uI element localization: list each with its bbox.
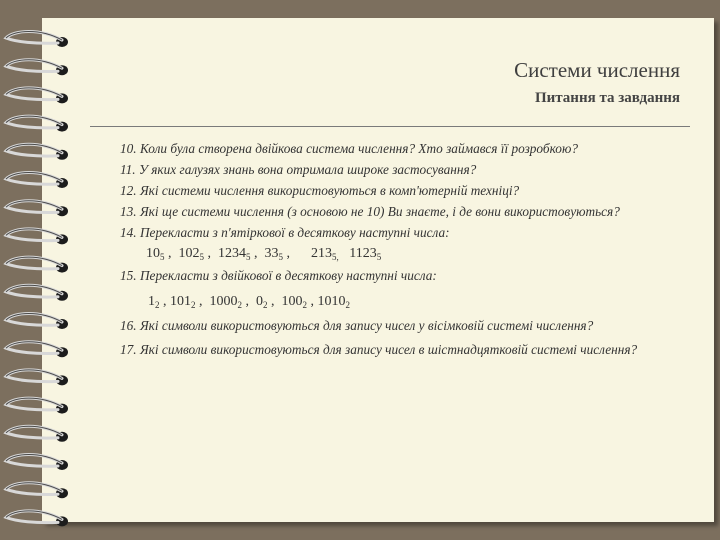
number-separator: ,	[283, 246, 311, 261]
number-value: 101	[170, 294, 191, 309]
number-base: 5,	[332, 252, 339, 262]
number-item	[282, 294, 308, 309]
question-16: 16. Які символи використовуються для запису чисел у вісімковій системі числення?	[120, 318, 594, 333]
number-separator: ,	[159, 294, 170, 309]
number-value: 1000	[209, 294, 238, 309]
question-10: 10. Коли була створена двійкова система числення? Хто займався її розробкою?	[120, 141, 578, 156]
question-13: 13. Які ще системи числення (з основою не 10) Ви знаєте, і де вони використовуються?	[120, 204, 620, 219]
number-item	[349, 246, 381, 261]
binding-ring	[6, 398, 68, 414]
number-item	[218, 246, 251, 261]
number-value: 0	[256, 294, 263, 309]
number-base: 5	[246, 252, 251, 262]
number-separator	[339, 246, 350, 261]
binding-ring	[6, 116, 68, 132]
number-base: 2	[345, 300, 350, 310]
binding-ring	[6, 314, 68, 330]
number-separator: ,	[307, 294, 318, 309]
number-value: 33	[264, 246, 279, 261]
number-item	[148, 294, 160, 309]
binding-ring	[6, 483, 68, 499]
number-item	[170, 294, 196, 309]
number-item	[146, 246, 165, 261]
number-base: 5	[278, 252, 283, 262]
binding-ring	[6, 511, 68, 527]
number-base: 2	[191, 300, 196, 310]
number-value: 1123	[349, 246, 377, 261]
question-12: 12. Які системи числення використовуються в комп'ютерній техніці?	[120, 183, 520, 198]
number-base: 2	[155, 300, 160, 310]
question-11: 11. У яких галузях знань вона отримала широке застосування?	[120, 162, 477, 177]
binding-ring	[6, 201, 68, 217]
number-value: 100	[281, 294, 303, 309]
binding-ring	[6, 370, 68, 386]
page-subtitle: Питання та завдання	[534, 90, 680, 106]
question-14: 14. Перекласти з п'ятіркової в десяткову наступні числа:	[120, 225, 450, 240]
binding-ring	[6, 144, 68, 160]
page-title: Системи числення	[514, 58, 680, 82]
title-divider	[90, 126, 690, 127]
question-17: 17. Які символи використовуються для запису чисел в шістнадцятковій системі числення?	[120, 342, 638, 357]
number-item	[311, 246, 339, 261]
binding-ring	[6, 285, 68, 301]
number-separator: ,	[267, 294, 282, 309]
binding-ring	[6, 60, 68, 75]
number-separator: ,	[250, 246, 265, 261]
number-item	[179, 246, 205, 261]
question-15: 15. Перекласти з двійкової в десяткову наступні числа:	[120, 268, 437, 283]
binding-ring	[6, 342, 68, 358]
number-base: 5	[199, 252, 204, 262]
number-item	[318, 294, 351, 309]
spiral-binding	[0, 0, 80, 540]
number-separator: ,	[204, 246, 218, 261]
base2-number-list	[90, 291, 680, 313]
binding-ring	[6, 88, 68, 104]
binding-ring	[6, 426, 68, 442]
number-base: 5	[160, 252, 165, 262]
number-value: 1	[148, 294, 155, 309]
binding-ring	[6, 455, 68, 471]
number-base: 5	[376, 252, 382, 262]
number-separator: ,	[195, 294, 210, 309]
binding-ring	[6, 173, 68, 189]
number-value: 102	[178, 246, 200, 261]
number-item	[210, 294, 243, 309]
number-value: 213	[311, 246, 332, 261]
binding-ring	[6, 229, 68, 245]
number-separator: ,	[164, 246, 179, 261]
number-value: 10	[146, 246, 160, 261]
number-base: 2	[237, 300, 242, 310]
binding-ring	[6, 32, 68, 48]
number-value: 1234	[218, 246, 246, 261]
number-base: 2	[263, 300, 268, 310]
questions-list	[90, 138, 680, 360]
number-value: 1010	[317, 294, 346, 309]
base5-number-list	[90, 243, 680, 265]
number-item	[265, 246, 284, 261]
binding-ring	[6, 257, 68, 273]
number-item	[256, 294, 268, 309]
number-separator: ,	[242, 294, 256, 309]
number-base: 2	[302, 300, 307, 310]
